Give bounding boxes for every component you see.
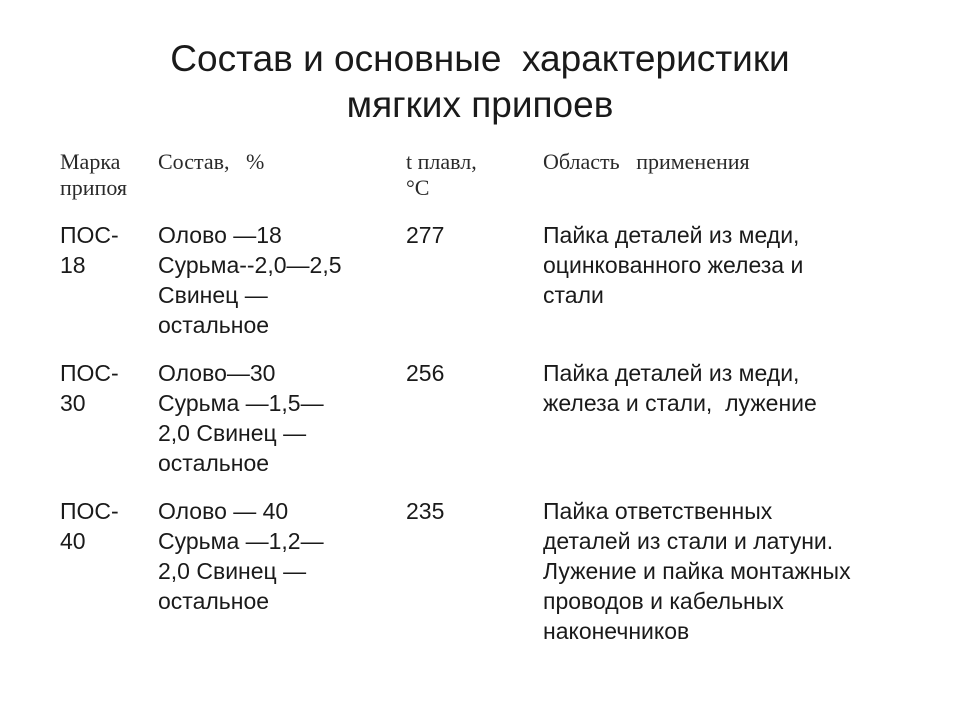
cell-application: Пайка деталей из меди, оцинкованного железа и стали: [543, 222, 804, 308]
header-brand: Марка припоя: [60, 149, 128, 200]
cell-composition: Олово — 40 Сурьма —1,2— 2,0 Свинец — остальное: [158, 498, 324, 614]
cell-melting-point: 235: [406, 498, 445, 524]
header-melting-point: t плавл, °С: [406, 149, 477, 200]
header-composition: Состав, %: [158, 149, 265, 174]
page-title: [0, 36, 960, 128]
cell-melting-point: 277: [406, 222, 445, 248]
cell-brand: ПОС- 18: [60, 222, 119, 278]
cell-melting-point: 256: [406, 360, 445, 386]
cell-composition: Олово—30 Сурьма —1,5— 2,0 Свинец — остальное: [158, 360, 324, 476]
title-line-2: мягких припоев: [346, 84, 614, 125]
title-line-1: Состав и основные характеристики: [170, 38, 790, 79]
cell-application: Пайка ответственных деталей из стали и латуни. Лужение и пайка монтажных проводов и кабельных наконечников: [543, 498, 851, 644]
header-application: Область применения: [543, 149, 750, 174]
cell-composition: Олово —18 Сурьма--2,0—2,5 Свинец — остальное: [158, 222, 342, 338]
cell-brand: ПОС- 30: [60, 360, 119, 416]
cell-brand: ПОС- 40: [60, 498, 119, 554]
cell-application: Пайка деталей из меди, железа и стали, лужение: [543, 360, 817, 416]
